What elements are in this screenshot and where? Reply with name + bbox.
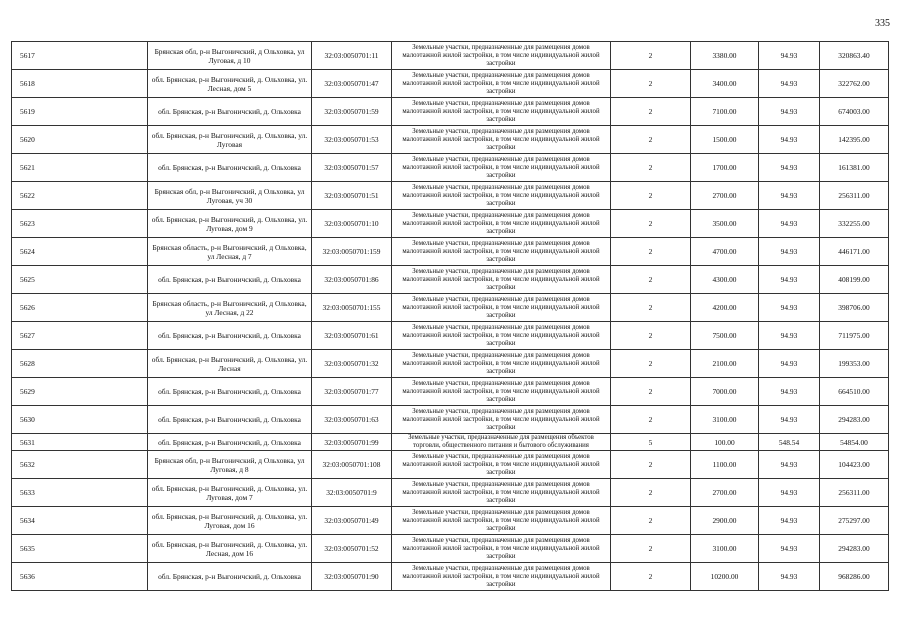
area-cell: 1100.00 bbox=[691, 451, 759, 479]
rate-cell: 548.54 bbox=[759, 434, 820, 451]
table-row bbox=[12, 182, 889, 210]
cadastral-value-cell: 275297.00 bbox=[820, 507, 889, 535]
group-cell: 2 bbox=[611, 350, 691, 378]
land-use-cell: Земельные участки, предназначенные для размещения домов малоэтажной жилой застройки, в том числе индивидуальной жилой застройки bbox=[392, 378, 611, 406]
address-cell: Брянская обл, р-н Выгоничский, д Ольховка, ул Луговая, уч 30 bbox=[148, 182, 312, 210]
land-use-cell: Земельные участки, предназначенные для размещения домов малоэтажной жилой застройки, в том числе индивидуальной жилой застройки bbox=[392, 70, 611, 98]
rate-cell: 94.93 bbox=[759, 294, 820, 322]
table-row bbox=[12, 70, 889, 98]
rate-cell: 94.93 bbox=[759, 451, 820, 479]
area-cell: 7500.00 bbox=[691, 322, 759, 350]
row-number-cell: 5629 bbox=[12, 378, 148, 406]
cadastral-value-cell: 256311.00 bbox=[820, 479, 889, 507]
cadastral-number-cell: 32:03:0050701:57 bbox=[312, 154, 392, 182]
address-cell: обл. Брянская, р-н Выгоничский, д. Ольховка, ул. Луговая, дом 9 bbox=[148, 210, 312, 238]
address-cell: обл. Брянская, р-н Выгоничский, д. Ольховка bbox=[148, 322, 312, 350]
row-number-cell: 5631 bbox=[12, 434, 148, 451]
area-cell: 1700.00 bbox=[691, 154, 759, 182]
rate-cell: 94.93 bbox=[759, 322, 820, 350]
table-row bbox=[12, 210, 889, 238]
address-cell: Брянская область, р-н Выгоничский, д Ольховка, ул Лесная, д 22 bbox=[148, 294, 312, 322]
row-number-cell: 5635 bbox=[12, 535, 148, 563]
address-cell: обл. Брянская, р-н Выгоничский, д. Ольховка, ул. Лесная bbox=[148, 350, 312, 378]
rate-cell: 94.93 bbox=[759, 266, 820, 294]
page-number: 335 bbox=[875, 18, 890, 29]
cadastral-value-cell: 332255.00 bbox=[820, 210, 889, 238]
rate-cell: 94.93 bbox=[759, 154, 820, 182]
cadastral-number-cell: 32:03:0050701:63 bbox=[312, 406, 392, 434]
address-cell: обл. Брянская, р-н Выгоничский, д. Ольховка, ул. Луговая bbox=[148, 126, 312, 154]
land-use-cell: Земельные участки, предназначенные для размещения домов малоэтажной жилой застройки, в том числе индивидуальной жилой застройки bbox=[392, 507, 611, 535]
cadastral-number-cell: 32:03:0050701:77 bbox=[312, 378, 392, 406]
row-number-cell: 5624 bbox=[12, 238, 148, 266]
group-cell: 2 bbox=[611, 266, 691, 294]
cadastral-value-cell: 446171.00 bbox=[820, 238, 889, 266]
cadastral-number-cell: 32:03:0050701:47 bbox=[312, 70, 392, 98]
group-cell: 2 bbox=[611, 238, 691, 266]
cadastral-number-cell: 32:03:0050701:86 bbox=[312, 266, 392, 294]
cadastral-value-cell: 322762.00 bbox=[820, 70, 889, 98]
table-row bbox=[12, 154, 889, 182]
rate-cell: 94.93 bbox=[759, 98, 820, 126]
area-cell: 10200.00 bbox=[691, 563, 759, 591]
land-use-cell: Земельные участки, предназначенные для размещения домов малоэтажной жилой застройки, в том числе индивидуальной жилой застройки bbox=[392, 210, 611, 238]
table-row bbox=[12, 563, 889, 591]
land-use-cell: Земельные участки, предназначенные для размещения домов малоэтажной жилой застройки, в том числе индивидуальной жилой застройки bbox=[392, 42, 611, 70]
cadastral-value-cell: 664510.00 bbox=[820, 378, 889, 406]
area-cell: 4300.00 bbox=[691, 266, 759, 294]
land-use-cell: Земельные участки, предназначенные для размещения домов малоэтажной жилой застройки, в том числе индивидуальной жилой застройки bbox=[392, 451, 611, 479]
table-row bbox=[12, 378, 889, 406]
area-cell: 4200.00 bbox=[691, 294, 759, 322]
area-cell: 2700.00 bbox=[691, 182, 759, 210]
cadastral-value-cell: 320863.40 bbox=[820, 42, 889, 70]
row-number-cell: 5625 bbox=[12, 266, 148, 294]
rate-cell: 94.93 bbox=[759, 378, 820, 406]
address-cell: обл. Брянская, р-н Выгоничский, д. Ольховка, ул. Лесная, дом 16 bbox=[148, 535, 312, 563]
group-cell: 2 bbox=[611, 182, 691, 210]
address-cell: обл. Брянская, р-н Выгоничский, д. Ольховка bbox=[148, 266, 312, 294]
row-number-cell: 5636 bbox=[12, 563, 148, 591]
land-use-cell: Земельные участки, предназначенные для размещения домов малоэтажной жилой застройки, в том числе индивидуальной жилой застройки bbox=[392, 322, 611, 350]
table-body bbox=[12, 42, 889, 591]
area-cell: 100.00 bbox=[691, 434, 759, 451]
address-cell: обл. Брянская, р-н Выгоничский, д. Ольховка bbox=[148, 563, 312, 591]
land-use-cell: Земельные участки, предназначенные для размещения домов малоэтажной жилой застройки, в том числе индивидуальной жилой застройки bbox=[392, 238, 611, 266]
table-row bbox=[12, 126, 889, 154]
area-cell: 4700.00 bbox=[691, 238, 759, 266]
area-cell: 7000.00 bbox=[691, 378, 759, 406]
address-cell: обл. Брянская, р-н Выгоничский, д. Ольховка, ул. Луговая, дом 7 bbox=[148, 479, 312, 507]
table-row bbox=[12, 238, 889, 266]
cadastral-number-cell: 32:03:0050701:159 bbox=[312, 238, 392, 266]
area-cell: 1500.00 bbox=[691, 126, 759, 154]
rate-cell: 94.93 bbox=[759, 479, 820, 507]
table-row bbox=[12, 322, 889, 350]
address-cell: Брянская область, р-н Выгоничский, д Ольховка, ул Лесная, д 7 bbox=[148, 238, 312, 266]
table-row bbox=[12, 507, 889, 535]
area-cell: 7100.00 bbox=[691, 98, 759, 126]
land-use-cell: Земельные участки, предназначенные для размещения домов малоэтажной жилой застройки, в том числе индивидуальной жилой застройки bbox=[392, 154, 611, 182]
table-row bbox=[12, 451, 889, 479]
rate-cell: 94.93 bbox=[759, 406, 820, 434]
group-cell: 2 bbox=[611, 507, 691, 535]
cadastral-number-cell: 32:03:0050701:108 bbox=[312, 451, 392, 479]
cadastral-value-cell: 199353.00 bbox=[820, 350, 889, 378]
cadastral-number-cell: 32:03:0050701:51 bbox=[312, 182, 392, 210]
group-cell: 2 bbox=[611, 98, 691, 126]
row-number-cell: 5622 bbox=[12, 182, 148, 210]
land-use-cell: Земельные участки, предназначенные для размещения объектов торговли, общественного питания и бытового обслуживания bbox=[392, 434, 611, 451]
row-number-cell: 5634 bbox=[12, 507, 148, 535]
group-cell: 2 bbox=[611, 294, 691, 322]
row-number-cell: 5619 bbox=[12, 98, 148, 126]
area-cell: 2100.00 bbox=[691, 350, 759, 378]
cadastral-number-cell: 32:03:0050701:11 bbox=[312, 42, 392, 70]
table-row bbox=[12, 535, 889, 563]
land-use-cell: Земельные участки, предназначенные для размещения домов малоэтажной жилой застройки, в том числе индивидуальной жилой застройки bbox=[392, 350, 611, 378]
row-number-cell: 5630 bbox=[12, 406, 148, 434]
area-cell: 3100.00 bbox=[691, 535, 759, 563]
area-cell: 2900.00 bbox=[691, 507, 759, 535]
row-number-cell: 5627 bbox=[12, 322, 148, 350]
row-number-cell: 5633 bbox=[12, 479, 148, 507]
area-cell: 3380.00 bbox=[691, 42, 759, 70]
row-number-cell: 5623 bbox=[12, 210, 148, 238]
land-registry-table bbox=[11, 41, 889, 591]
land-use-cell: Земельные участки, предназначенные для размещения домов малоэтажной жилой застройки, в том числе индивидуальной жилой застройки bbox=[392, 479, 611, 507]
group-cell: 2 bbox=[611, 70, 691, 98]
row-number-cell: 5620 bbox=[12, 126, 148, 154]
cadastral-number-cell: 32:03:0050701:53 bbox=[312, 126, 392, 154]
cadastral-number-cell: 32:03:0050701:155 bbox=[312, 294, 392, 322]
group-cell: 2 bbox=[611, 479, 691, 507]
table-row bbox=[12, 479, 889, 507]
land-use-cell: Земельные участки, предназначенные для размещения домов малоэтажной жилой застройки, в том числе индивидуальной жилой застройки bbox=[392, 182, 611, 210]
cadastral-value-cell: 294283.00 bbox=[820, 406, 889, 434]
group-cell: 2 bbox=[611, 563, 691, 591]
cadastral-number-cell: 32:03:0050701:10 bbox=[312, 210, 392, 238]
address-cell: Брянская обл, р-н Выгоничский, д Ольховка, ул Луговая, д 10 bbox=[148, 42, 312, 70]
area-cell: 3400.00 bbox=[691, 70, 759, 98]
cadastral-value-cell: 968286.00 bbox=[820, 563, 889, 591]
group-cell: 5 bbox=[611, 434, 691, 451]
cadastral-value-cell: 711975.00 bbox=[820, 322, 889, 350]
group-cell: 2 bbox=[611, 154, 691, 182]
table-row bbox=[12, 434, 889, 451]
rate-cell: 94.93 bbox=[759, 210, 820, 238]
row-number-cell: 5626 bbox=[12, 294, 148, 322]
table-row bbox=[12, 294, 889, 322]
group-cell: 2 bbox=[611, 322, 691, 350]
cadastral-value-cell: 256311.00 bbox=[820, 182, 889, 210]
rate-cell: 94.93 bbox=[759, 182, 820, 210]
area-cell: 3100.00 bbox=[691, 406, 759, 434]
cadastral-number-cell: 32:03:0050701:9 bbox=[312, 479, 392, 507]
cadastral-value-cell: 674003.00 bbox=[820, 98, 889, 126]
table-row bbox=[12, 98, 889, 126]
group-cell: 2 bbox=[611, 378, 691, 406]
table-row bbox=[12, 266, 889, 294]
group-cell: 2 bbox=[611, 210, 691, 238]
group-cell: 2 bbox=[611, 126, 691, 154]
row-number-cell: 5621 bbox=[12, 154, 148, 182]
rate-cell: 94.93 bbox=[759, 42, 820, 70]
table-row bbox=[12, 42, 889, 70]
group-cell: 2 bbox=[611, 535, 691, 563]
rate-cell: 94.93 bbox=[759, 563, 820, 591]
address-cell: обл. Брянская, р-н Выгоничский, д. Ольховка bbox=[148, 98, 312, 126]
table-row bbox=[12, 350, 889, 378]
land-use-cell: Земельные участки, предназначенные для размещения домов малоэтажной жилой застройки, в том числе индивидуальной жилой застройки bbox=[392, 406, 611, 434]
land-use-cell: Земельные участки, предназначенные для размещения домов малоэтажной жилой застройки, в том числе индивидуальной жилой застройки bbox=[392, 535, 611, 563]
rate-cell: 94.93 bbox=[759, 126, 820, 154]
area-cell: 2700.00 bbox=[691, 479, 759, 507]
address-cell: обл. Брянская, р-н Выгоничский, д. Ольховка bbox=[148, 406, 312, 434]
land-use-cell: Земельные участки, предназначенные для размещения домов малоэтажной жилой застройки, в том числе индивидуальной жилой застройки bbox=[392, 266, 611, 294]
land-use-cell: Земельные участки, предназначенные для размещения домов малоэтажной жилой застройки, в том числе индивидуальной жилой застройки bbox=[392, 98, 611, 126]
cadastral-value-cell: 161381.00 bbox=[820, 154, 889, 182]
cadastral-value-cell: 398706.00 bbox=[820, 294, 889, 322]
land-use-cell: Земельные участки, предназначенные для размещения домов малоэтажной жилой застройки, в том числе индивидуальной жилой застройки bbox=[392, 563, 611, 591]
cadastral-number-cell: 32:03:0050701:49 bbox=[312, 507, 392, 535]
group-cell: 2 bbox=[611, 406, 691, 434]
land-use-cell: Земельные участки, предназначенные для размещения домов малоэтажной жилой застройки, в том числе индивидуальной жилой застройки bbox=[392, 126, 611, 154]
address-cell: обл. Брянская, р-н Выгоничский, д. Ольховка, ул. Луговая, дом 16 bbox=[148, 507, 312, 535]
cadastral-value-cell: 142395.00 bbox=[820, 126, 889, 154]
cadastral-number-cell: 32:03:0050701:90 bbox=[312, 563, 392, 591]
cadastral-number-cell: 32:03:0050701:61 bbox=[312, 322, 392, 350]
rate-cell: 94.93 bbox=[759, 238, 820, 266]
cadastral-number-cell: 32:03:0050701:99 bbox=[312, 434, 392, 451]
row-number-cell: 5632 bbox=[12, 451, 148, 479]
cadastral-number-cell: 32:03:0050701:59 bbox=[312, 98, 392, 126]
address-cell: обл. Брянская, р-н Выгоничский, д. Ольховка, ул. Лесная, дом 5 bbox=[148, 70, 312, 98]
address-cell: Брянская обл, р-н Выгоничский, д Ольховка, ул Луговая, д 8 bbox=[148, 451, 312, 479]
group-cell: 2 bbox=[611, 42, 691, 70]
row-number-cell: 5628 bbox=[12, 350, 148, 378]
row-number-cell: 5617 bbox=[12, 42, 148, 70]
address-cell: обл. Брянская, р-н Выгоничский, д. Ольховка bbox=[148, 378, 312, 406]
table-row bbox=[12, 406, 889, 434]
rate-cell: 94.93 bbox=[759, 507, 820, 535]
address-cell: обл. Брянская, р-н Выгоничский, д. Ольховка bbox=[148, 434, 312, 451]
rate-cell: 94.93 bbox=[759, 70, 820, 98]
cadastral-number-cell: 32:03:0050701:32 bbox=[312, 350, 392, 378]
group-cell: 2 bbox=[611, 451, 691, 479]
cadastral-value-cell: 408199.00 bbox=[820, 266, 889, 294]
cadastral-value-cell: 294283.00 bbox=[820, 535, 889, 563]
cadastral-number-cell: 32:03:0050701:52 bbox=[312, 535, 392, 563]
row-number-cell: 5618 bbox=[12, 70, 148, 98]
rate-cell: 94.93 bbox=[759, 535, 820, 563]
area-cell: 3500.00 bbox=[691, 210, 759, 238]
address-cell: обл. Брянская, р-н Выгоничский, д. Ольховка bbox=[148, 154, 312, 182]
cadastral-value-cell: 54854.00 bbox=[820, 434, 889, 451]
cadastral-value-cell: 104423.00 bbox=[820, 451, 889, 479]
rate-cell: 94.93 bbox=[759, 350, 820, 378]
land-use-cell: Земельные участки, предназначенные для размещения домов малоэтажной жилой застройки, в том числе индивидуальной жилой застройки bbox=[392, 294, 611, 322]
